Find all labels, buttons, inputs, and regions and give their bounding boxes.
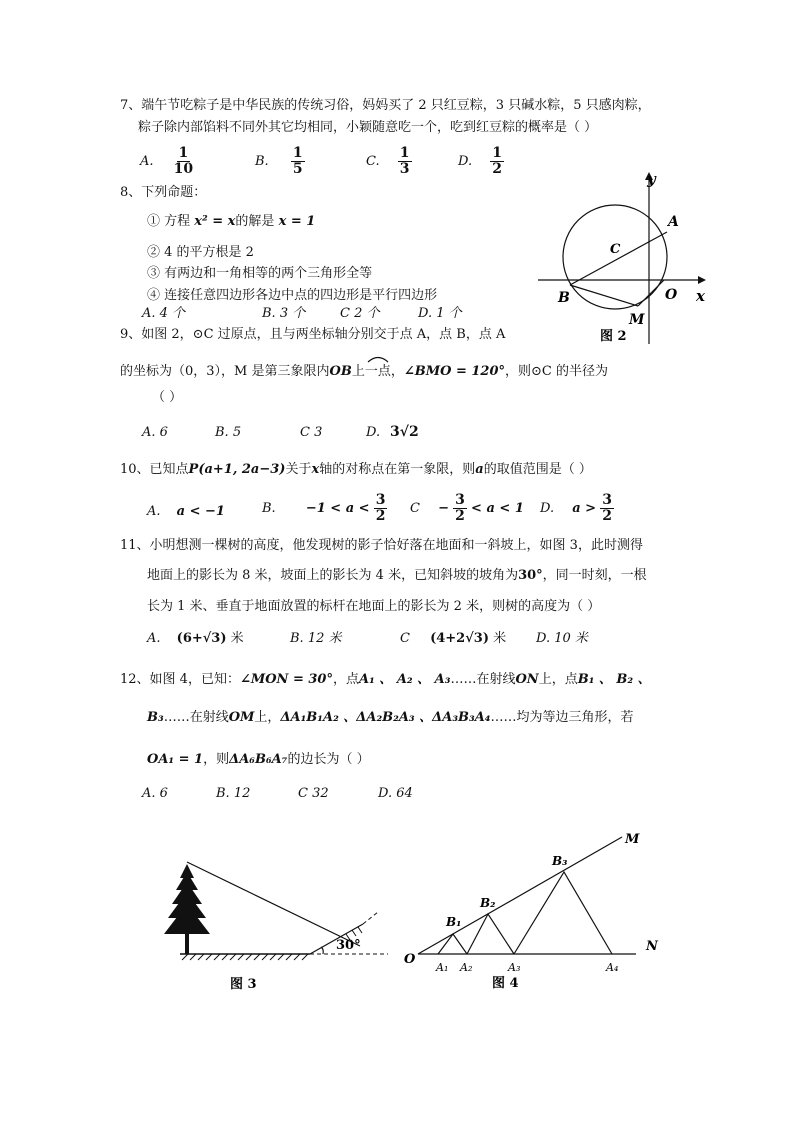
q10-option-c-suffix: < a < 1 (471, 501, 524, 516)
q10-option-d-num: 3 (602, 492, 612, 508)
q7-option-d-num: 1 (492, 145, 502, 161)
fig2-x-label: x (696, 287, 705, 305)
q11-line3: 长为 1 米、垂直于地面放置的标杆在地面上的影长为 2 米，则树的高度为（ ） (147, 599, 601, 614)
q9-option-b: B. 5 (215, 425, 242, 440)
q8-item1-solution: x = 1 (278, 214, 316, 229)
q7-option-d-label: D. (458, 154, 473, 169)
fig4-point-a2: A₂ (460, 961, 473, 974)
q10-option-d-prefix: a > (572, 501, 597, 516)
q8-option-a: A. 4 个 (142, 306, 186, 321)
q11-option-a-unit: 米 (230, 631, 244, 646)
fig2-y-label: y (647, 170, 656, 188)
q8-item4: ④ 连接任意四边形各边中点的四边形是平行四边形 (147, 288, 438, 303)
q8-title: 8、下列命题： (120, 185, 207, 200)
q10-point: P(a+1, 2a−3) (188, 462, 286, 477)
q12-option-c: C 32 (298, 786, 329, 801)
q10-option-a-label: A. (147, 504, 161, 519)
q12-point-b3: B₃ (147, 710, 164, 725)
q12-line1 (120, 671, 651, 689)
fig4-point-b1: B₁ (446, 915, 462, 929)
q11-option-c (400, 630, 506, 648)
q11-option-a (147, 630, 244, 648)
q12-line3 (147, 751, 370, 769)
q11-line2 (147, 567, 647, 585)
q12-line1-middle3: 上，点 (538, 672, 578, 687)
q9-arc-mark (366, 355, 390, 363)
q11-option-c-unit: 米 (493, 631, 507, 646)
q10-option-b-num: 3 (375, 492, 386, 508)
q10-var: a (475, 462, 484, 477)
fig4-caption: 图 4 (492, 976, 519, 991)
q11-option-b: B. 12 米 (290, 631, 342, 646)
fig4-point-a1: A₁ (436, 961, 449, 974)
q12-ray-on: ON (515, 672, 539, 687)
q7-line2: 粽子除内部馅料不同外其它均相同，小颖随意吃一个，吃到红豆粽的概率是（ ） (138, 120, 598, 135)
fig2-point-m: M (629, 312, 645, 328)
q10-option-c-prefix: − (438, 501, 449, 516)
figure-3 (160, 850, 400, 1000)
q10-option-b (262, 493, 387, 524)
q12-triangle-6: ΔA₆B₆A₇ (229, 752, 288, 767)
q8-option-b: B. 3 个 (262, 306, 306, 321)
q9-line2-middle: 上一点， (351, 364, 404, 379)
q7-option-c-label: C. (366, 154, 380, 169)
q10-option-a-value: a < −1 (176, 504, 225, 519)
fig4-point-n: N (646, 939, 658, 954)
q7-option-a-label: A. (140, 154, 154, 169)
q10-option-d-den: 2 (602, 508, 612, 524)
q9-line3: （ ） (152, 390, 183, 405)
q7-option-c-den: 3 (399, 161, 410, 177)
fig2-point-b: B (558, 290, 570, 306)
q12-oa1: OA₁ = 1 (147, 752, 204, 767)
q11-line2-suffix: ，同一时刻，一根 (542, 568, 647, 583)
q12-line2-middle2: 上， (254, 710, 281, 725)
q10-option-c-label: C (410, 501, 420, 516)
q10-option-c-num: 3 (455, 492, 465, 508)
q12-line1-middle2: ……在射线 (450, 672, 516, 687)
q12-line2-suffix: ……均为等边三角形，若 (490, 710, 634, 725)
fig4-point-b3: B₃ (552, 854, 568, 868)
q8-item3: ③ 有两边和一角相等的两个三角形全等 (147, 266, 373, 281)
q12-points-b: B₁ 、 B₂ 、 (577, 672, 651, 687)
q10-option-c (410, 493, 524, 524)
q8-item1-middle: 的解是 (235, 214, 275, 229)
q12-line2-middle: ……在射线 (163, 710, 229, 725)
q12-line1-middle: ，点 (332, 672, 359, 687)
q10-option-d (540, 493, 614, 524)
q10-middle2: 轴的对称点在第一象限，则 (319, 462, 476, 477)
fig4-point-a4: A₄ (606, 961, 619, 974)
q12-line3-middle: ，则 (203, 752, 230, 767)
q10-option-a (147, 503, 225, 521)
q12-points-a: A₁ 、 A₂ 、 A₃ (359, 672, 451, 687)
q9-arc: OB (329, 364, 352, 379)
q11-line1: 11、小明想测一棵树的高度，他发现树的影子恰好落在地面和一斜坡上，如图 3，此时测得 (120, 538, 643, 553)
q9-option-d-label: D. (366, 425, 381, 440)
q9-line1: 9、如图 2，⊙C 过原点，且与两坐标轴分别交于点 A，点 B，点 A (120, 327, 506, 342)
q11-option-a-label: A. (147, 631, 161, 646)
fig2-caption: 图 2 (600, 329, 627, 344)
fig3-caption: 图 3 (230, 977, 257, 992)
q9-line2-suffix: ，则⊙C 的半径为 (505, 364, 608, 379)
q7-option-b-den: 5 (292, 161, 303, 177)
q12-option-b: B. 12 (216, 786, 251, 801)
q8-item2: ② 4 的平方根是 2 (147, 245, 254, 260)
fig2-point-c: C (610, 242, 621, 257)
q7-option-d-den: 2 (492, 161, 502, 177)
q9-option-a: A. 6 (142, 425, 168, 440)
q11-line2-prefix: 地面上的影长为 8 米，坡面上的影长为 4 米，已知斜坡的坡角为 (147, 568, 519, 583)
q10-axis: x (311, 462, 320, 477)
q7-line1: 7、端午节吃粽子是中华民族的传统习俗，妈妈买了 2 只红豆粽，3 只碱水粽，5 只感肉粽， (120, 98, 651, 113)
fig4-point-a3: A₃ (508, 961, 521, 974)
figure-2 (530, 168, 730, 348)
q7-option-a-den: 10 (173, 161, 194, 177)
q10-option-b-label: B. (262, 501, 276, 516)
fig2-point-a: A (668, 214, 679, 230)
figure-4 (400, 825, 680, 1000)
q9-option-d-value: 3√2 (390, 424, 419, 440)
fig4-point-b2: B₂ (480, 896, 496, 910)
q7-option-c-num: 1 (399, 145, 410, 161)
q12-line2 (147, 709, 634, 727)
q10-middle: 关于 (285, 462, 312, 477)
fig4-point-o: O (404, 952, 416, 967)
q11-option-c-value: (4+2√3) (430, 631, 489, 646)
q12-line3-suffix: 的边长为（ ） (287, 752, 370, 767)
q8-option-c: C 2 个 (340, 306, 380, 321)
q9-line2 (120, 361, 608, 381)
q10-stem (120, 461, 592, 479)
q12-option-d: D. 64 (378, 786, 413, 801)
q12-line1-prefix: 12、如图 4，已知： (120, 672, 240, 687)
q7-option-b-num: 1 (292, 145, 303, 161)
q10-option-c-den: 2 (455, 508, 465, 524)
q10-option-b-den: 2 (375, 508, 386, 524)
q9-angle: ∠BMO = 120° (403, 364, 506, 379)
q11-option-d: D. 10 米 (536, 631, 588, 646)
q8-item1-equation: x² = x (194, 214, 236, 229)
q10-suffix: 的取值范围是（ ） (483, 462, 592, 477)
q11-option-a-value: (6+√3) (176, 631, 227, 646)
q7-option-b-label: B. (255, 154, 269, 169)
fig3-angle: 30° (336, 938, 361, 953)
q8-item1 (147, 213, 315, 231)
q10-option-d-label: D. (540, 501, 555, 516)
q10-prefix: 10、已知点 (120, 462, 189, 477)
q9-line2-prefix: 的坐标为（0，3），M 是第三象限内 (120, 364, 330, 379)
tree-icon (164, 864, 210, 954)
q11-angle: 30° (518, 568, 543, 583)
q12-option-a: A. 6 (142, 786, 168, 801)
q8-option-d: D. 1 个 (418, 306, 462, 321)
q9-option-c: C 3 (300, 425, 323, 440)
q12-angle: ∠MON = 30° (239, 672, 333, 687)
q10-option-b-prefix: −1 < a < (305, 501, 370, 516)
fig2-point-o: O (665, 287, 678, 303)
q8-item1-prefix: ① 方程 (147, 214, 191, 229)
q7-option-a-num: 1 (178, 145, 189, 161)
fig4-point-m: M (625, 832, 640, 847)
q12-ray-om: OM (228, 710, 255, 725)
q12-triangles: ΔA₁B₁A₂ 、ΔA₂B₂A₃ 、ΔA₃B₃A₄ (280, 710, 491, 725)
q11-option-c-label: C (400, 631, 410, 646)
